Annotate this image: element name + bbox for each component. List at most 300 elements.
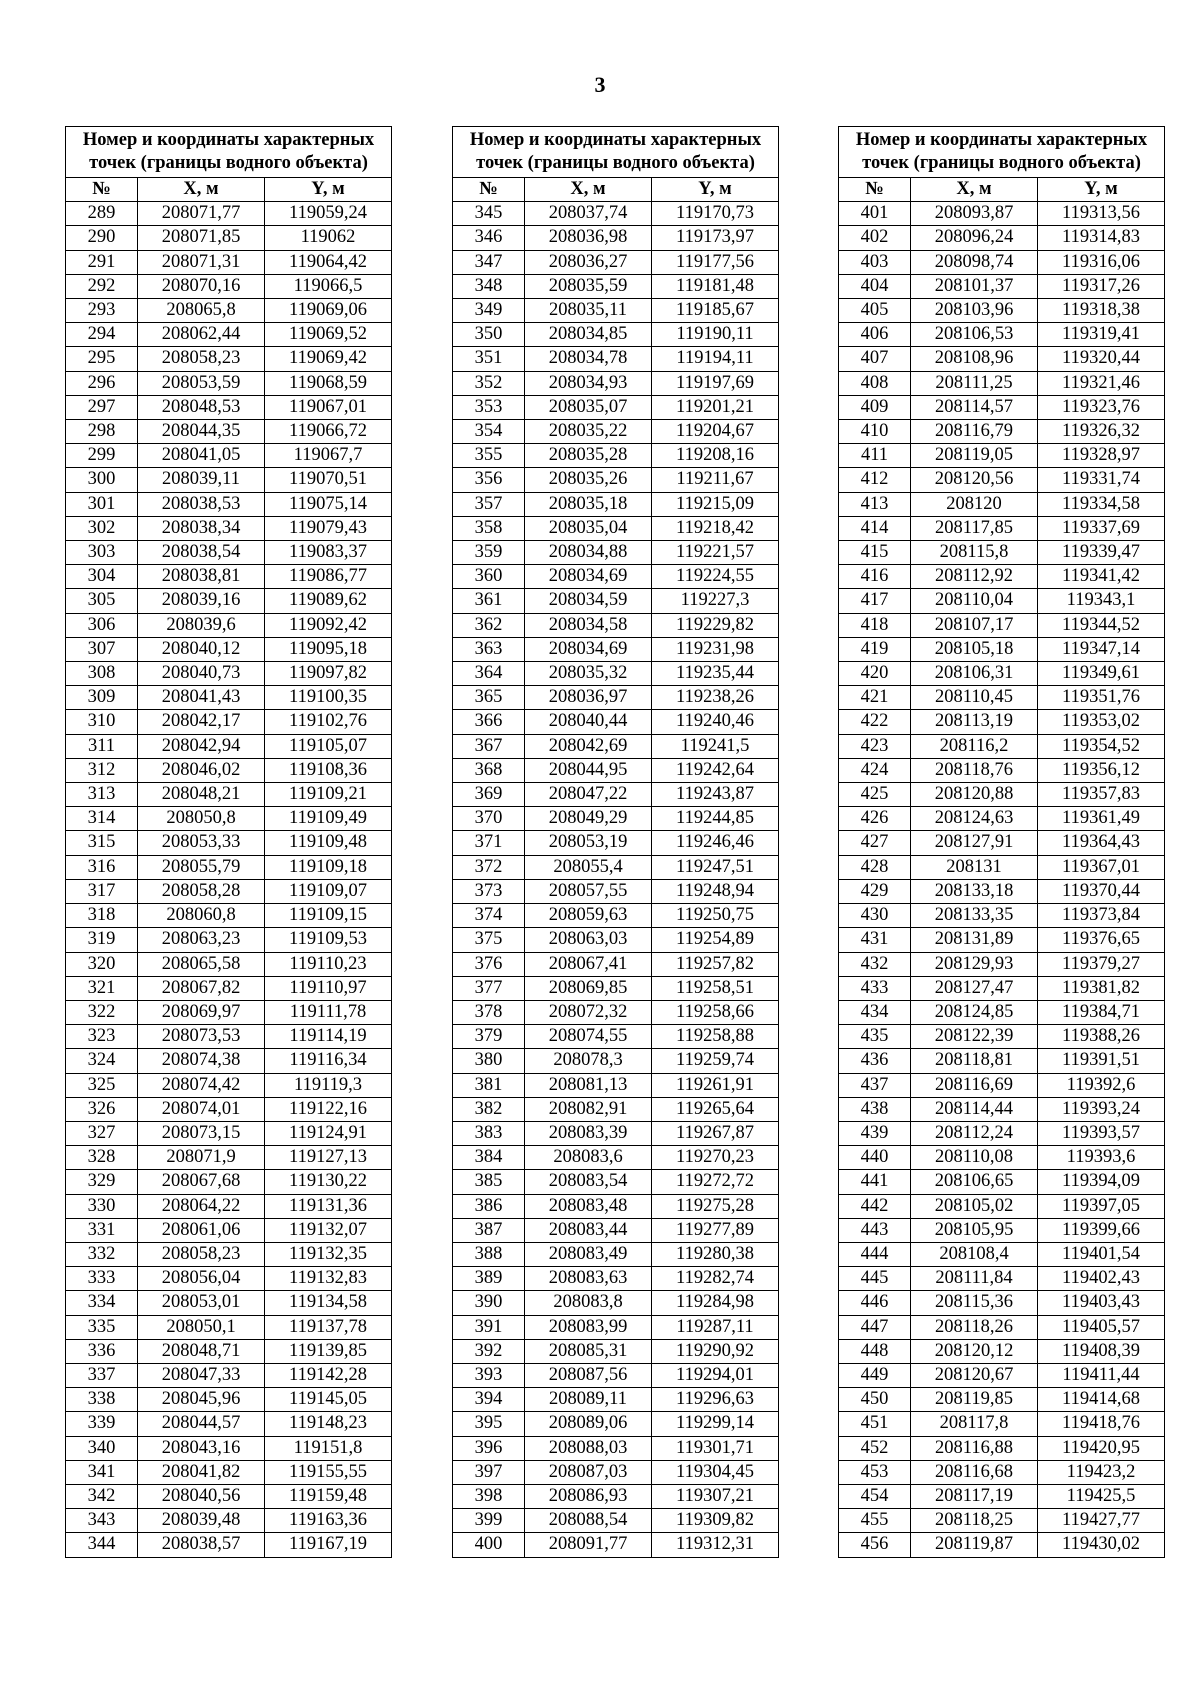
point-number: 294 bbox=[66, 323, 138, 347]
point-number: 361 bbox=[453, 589, 525, 613]
y-coordinate: 119155,55 bbox=[265, 1460, 392, 1484]
point-number: 358 bbox=[453, 516, 525, 540]
point-number: 299 bbox=[66, 444, 138, 468]
table-row bbox=[453, 1121, 779, 1145]
point-number: 443 bbox=[839, 1218, 911, 1242]
point-number: 406 bbox=[839, 323, 911, 347]
point-number: 298 bbox=[66, 420, 138, 444]
x-coordinate: 208069,97 bbox=[138, 1000, 265, 1024]
y-coordinate: 119246,46 bbox=[652, 831, 779, 855]
point-number: 378 bbox=[453, 1000, 525, 1024]
y-coordinate: 119394,09 bbox=[1038, 1170, 1165, 1194]
table-row bbox=[839, 420, 1165, 444]
table-row bbox=[839, 274, 1165, 298]
table-row bbox=[453, 468, 779, 492]
point-number: 420 bbox=[839, 662, 911, 686]
table-row bbox=[66, 1291, 392, 1315]
table-row bbox=[453, 1218, 779, 1242]
x-coordinate: 208063,03 bbox=[525, 928, 652, 952]
table-row bbox=[839, 1509, 1165, 1533]
y-coordinate: 119148,23 bbox=[265, 1412, 392, 1436]
y-coordinate: 119384,71 bbox=[1038, 1000, 1165, 1024]
table-row bbox=[66, 686, 392, 710]
table-row bbox=[839, 1388, 1165, 1412]
x-coordinate: 208035,18 bbox=[525, 492, 652, 516]
x-coordinate: 208035,32 bbox=[525, 662, 652, 686]
x-coordinate: 208035,11 bbox=[525, 299, 652, 323]
point-number: 289 bbox=[66, 202, 138, 226]
y-coordinate: 119284,98 bbox=[652, 1291, 779, 1315]
table-row bbox=[66, 783, 392, 807]
y-coordinate: 119290,92 bbox=[652, 1339, 779, 1363]
table-body bbox=[839, 202, 1165, 1557]
point-number: 377 bbox=[453, 976, 525, 1000]
y-coordinate: 119092,42 bbox=[265, 613, 392, 637]
x-coordinate: 208119,85 bbox=[911, 1388, 1038, 1412]
y-coordinate: 119401,54 bbox=[1038, 1242, 1165, 1266]
table-row bbox=[453, 1025, 779, 1049]
y-coordinate: 119408,39 bbox=[1038, 1339, 1165, 1363]
x-coordinate: 208106,53 bbox=[911, 323, 1038, 347]
y-coordinate: 119218,42 bbox=[652, 516, 779, 540]
table-caption: Номер и координаты характерных точек (границы водного объекта) bbox=[839, 127, 1165, 178]
table-row bbox=[839, 1146, 1165, 1170]
point-number: 424 bbox=[839, 758, 911, 782]
y-coordinate: 119059,24 bbox=[265, 202, 392, 226]
point-number: 309 bbox=[66, 686, 138, 710]
table-row bbox=[839, 1097, 1165, 1121]
y-coordinate: 119405,57 bbox=[1038, 1315, 1165, 1339]
point-number: 384 bbox=[453, 1146, 525, 1170]
y-coordinate: 119364,43 bbox=[1038, 831, 1165, 855]
table-row bbox=[839, 516, 1165, 540]
y-coordinate: 119393,24 bbox=[1038, 1097, 1165, 1121]
point-number: 308 bbox=[66, 662, 138, 686]
y-coordinate: 119287,11 bbox=[652, 1315, 779, 1339]
point-number: 312 bbox=[66, 758, 138, 782]
point-number: 400 bbox=[453, 1533, 525, 1557]
x-coordinate: 208065,58 bbox=[138, 952, 265, 976]
table-row bbox=[839, 1460, 1165, 1484]
x-coordinate: 208074,55 bbox=[525, 1025, 652, 1049]
x-coordinate: 208105,18 bbox=[911, 637, 1038, 661]
x-coordinate: 208073,53 bbox=[138, 1025, 265, 1049]
y-coordinate: 119259,74 bbox=[652, 1049, 779, 1073]
x-coordinate: 208036,27 bbox=[525, 250, 652, 274]
x-coordinate: 208083,39 bbox=[525, 1121, 652, 1145]
y-coordinate: 119317,26 bbox=[1038, 274, 1165, 298]
y-coordinate: 119373,84 bbox=[1038, 904, 1165, 928]
point-number: 416 bbox=[839, 565, 911, 589]
point-number: 345 bbox=[453, 202, 525, 226]
table-row bbox=[66, 758, 392, 782]
column-header-number: № bbox=[453, 178, 525, 202]
x-coordinate: 208118,25 bbox=[911, 1509, 1038, 1533]
x-coordinate: 208083,63 bbox=[525, 1267, 652, 1291]
x-coordinate: 208120,56 bbox=[911, 468, 1038, 492]
x-coordinate: 208127,47 bbox=[911, 976, 1038, 1000]
x-coordinate: 208047,33 bbox=[138, 1363, 265, 1387]
x-coordinate: 208038,53 bbox=[138, 492, 265, 516]
y-coordinate: 119427,77 bbox=[1038, 1509, 1165, 1533]
point-number: 362 bbox=[453, 613, 525, 637]
x-coordinate: 208042,94 bbox=[138, 734, 265, 758]
x-coordinate: 208038,34 bbox=[138, 516, 265, 540]
x-coordinate: 208107,17 bbox=[911, 613, 1038, 637]
x-coordinate: 208093,87 bbox=[911, 202, 1038, 226]
y-coordinate: 119177,56 bbox=[652, 250, 779, 274]
point-number: 405 bbox=[839, 299, 911, 323]
y-coordinate: 119344,52 bbox=[1038, 613, 1165, 637]
x-coordinate: 208088,54 bbox=[525, 1509, 652, 1533]
point-number: 293 bbox=[66, 299, 138, 323]
table-row bbox=[453, 1460, 779, 1484]
y-coordinate: 119105,07 bbox=[265, 734, 392, 758]
y-coordinate: 119229,82 bbox=[652, 613, 779, 637]
table-row bbox=[839, 1339, 1165, 1363]
x-coordinate: 208071,85 bbox=[138, 226, 265, 250]
point-number: 328 bbox=[66, 1146, 138, 1170]
table-row bbox=[453, 1267, 779, 1291]
y-coordinate: 119068,59 bbox=[265, 371, 392, 395]
point-number: 442 bbox=[839, 1194, 911, 1218]
table-row bbox=[839, 1267, 1165, 1291]
x-coordinate: 208065,8 bbox=[138, 299, 265, 323]
table-row bbox=[66, 976, 392, 1000]
x-coordinate: 208044,35 bbox=[138, 420, 265, 444]
x-coordinate: 208114,44 bbox=[911, 1097, 1038, 1121]
table-row bbox=[453, 734, 779, 758]
y-coordinate: 119376,65 bbox=[1038, 928, 1165, 952]
x-coordinate: 208087,56 bbox=[525, 1363, 652, 1387]
point-number: 447 bbox=[839, 1315, 911, 1339]
table-caption: Номер и координаты характерных точек (границы водного объекта) bbox=[66, 127, 392, 178]
point-number: 334 bbox=[66, 1291, 138, 1315]
point-number: 350 bbox=[453, 323, 525, 347]
x-coordinate: 208039,48 bbox=[138, 1509, 265, 1533]
column-header-x: X, м bbox=[525, 178, 652, 202]
table-row bbox=[66, 662, 392, 686]
table-row bbox=[839, 1121, 1165, 1145]
table-row bbox=[839, 879, 1165, 903]
table-row bbox=[453, 1097, 779, 1121]
y-coordinate: 119201,21 bbox=[652, 395, 779, 419]
point-number: 456 bbox=[839, 1533, 911, 1557]
point-number: 366 bbox=[453, 710, 525, 734]
point-number: 301 bbox=[66, 492, 138, 516]
table-row bbox=[453, 855, 779, 879]
table-row bbox=[453, 1412, 779, 1436]
x-coordinate: 208082,91 bbox=[525, 1097, 652, 1121]
point-number: 307 bbox=[66, 637, 138, 661]
point-number: 427 bbox=[839, 831, 911, 855]
table-row bbox=[839, 1412, 1165, 1436]
point-number: 433 bbox=[839, 976, 911, 1000]
y-coordinate: 119127,13 bbox=[265, 1146, 392, 1170]
x-coordinate: 208120,67 bbox=[911, 1363, 1038, 1387]
point-number: 407 bbox=[839, 347, 911, 371]
y-coordinate: 119109,49 bbox=[265, 807, 392, 831]
table-row bbox=[453, 395, 779, 419]
x-coordinate: 208117,85 bbox=[911, 516, 1038, 540]
y-coordinate: 119304,45 bbox=[652, 1460, 779, 1484]
point-number: 303 bbox=[66, 541, 138, 565]
x-coordinate: 208119,87 bbox=[911, 1533, 1038, 1557]
table-row bbox=[839, 371, 1165, 395]
table-row bbox=[453, 807, 779, 831]
x-coordinate: 208046,02 bbox=[138, 758, 265, 782]
y-coordinate: 119241,5 bbox=[652, 734, 779, 758]
table-row bbox=[453, 637, 779, 661]
x-coordinate: 208035,07 bbox=[525, 395, 652, 419]
table-row bbox=[839, 758, 1165, 782]
table-row bbox=[66, 904, 392, 928]
y-coordinate: 119397,05 bbox=[1038, 1194, 1165, 1218]
x-coordinate: 208050,8 bbox=[138, 807, 265, 831]
y-coordinate: 119309,82 bbox=[652, 1509, 779, 1533]
table-row bbox=[453, 613, 779, 637]
y-coordinate: 119244,85 bbox=[652, 807, 779, 831]
table-row bbox=[453, 783, 779, 807]
y-coordinate: 119282,74 bbox=[652, 1267, 779, 1291]
y-coordinate: 119277,89 bbox=[652, 1218, 779, 1242]
table-row bbox=[839, 928, 1165, 952]
x-coordinate: 208037,74 bbox=[525, 202, 652, 226]
table-row bbox=[66, 1533, 392, 1557]
x-coordinate: 208117,8 bbox=[911, 1412, 1038, 1436]
table-row bbox=[839, 734, 1165, 758]
table-row bbox=[839, 347, 1165, 371]
point-number: 401 bbox=[839, 202, 911, 226]
table-row bbox=[453, 662, 779, 686]
table-row bbox=[839, 662, 1165, 686]
x-coordinate: 208060,8 bbox=[138, 904, 265, 928]
y-coordinate: 119109,21 bbox=[265, 783, 392, 807]
table-row bbox=[453, 226, 779, 250]
point-number: 446 bbox=[839, 1291, 911, 1315]
table-row bbox=[66, 1388, 392, 1412]
x-coordinate: 208091,77 bbox=[525, 1533, 652, 1557]
y-coordinate: 119247,51 bbox=[652, 855, 779, 879]
y-coordinate: 119167,19 bbox=[265, 1533, 392, 1557]
y-coordinate: 119392,6 bbox=[1038, 1073, 1165, 1097]
y-coordinate: 119261,91 bbox=[652, 1073, 779, 1097]
y-coordinate: 119139,85 bbox=[265, 1339, 392, 1363]
y-coordinate: 119388,26 bbox=[1038, 1025, 1165, 1049]
x-coordinate: 208110,04 bbox=[911, 589, 1038, 613]
table-row bbox=[839, 904, 1165, 928]
x-coordinate: 208042,69 bbox=[525, 734, 652, 758]
point-number: 437 bbox=[839, 1073, 911, 1097]
point-number: 371 bbox=[453, 831, 525, 855]
table-row bbox=[66, 1267, 392, 1291]
point-number: 425 bbox=[839, 783, 911, 807]
y-coordinate: 119399,66 bbox=[1038, 1218, 1165, 1242]
x-coordinate: 208064,22 bbox=[138, 1194, 265, 1218]
table-row bbox=[66, 347, 392, 371]
y-coordinate: 119142,28 bbox=[265, 1363, 392, 1387]
table-row bbox=[66, 807, 392, 831]
y-coordinate: 119111,78 bbox=[265, 1000, 392, 1024]
table-row bbox=[453, 420, 779, 444]
y-coordinate: 119109,15 bbox=[265, 904, 392, 928]
point-number: 392 bbox=[453, 1339, 525, 1363]
table-row bbox=[453, 516, 779, 540]
x-coordinate: 208111,25 bbox=[911, 371, 1038, 395]
y-coordinate: 119215,09 bbox=[652, 492, 779, 516]
point-number: 352 bbox=[453, 371, 525, 395]
point-number: 386 bbox=[453, 1194, 525, 1218]
y-coordinate: 119242,64 bbox=[652, 758, 779, 782]
point-number: 291 bbox=[66, 250, 138, 274]
table-row bbox=[839, 952, 1165, 976]
table-row bbox=[66, 879, 392, 903]
x-coordinate: 208124,85 bbox=[911, 1000, 1038, 1024]
x-coordinate: 208067,82 bbox=[138, 976, 265, 1000]
table-row bbox=[66, 928, 392, 952]
y-coordinate: 119314,83 bbox=[1038, 226, 1165, 250]
x-coordinate: 208057,55 bbox=[525, 879, 652, 903]
point-number: 387 bbox=[453, 1218, 525, 1242]
point-number: 390 bbox=[453, 1291, 525, 1315]
point-number: 399 bbox=[453, 1509, 525, 1533]
x-coordinate: 208083,8 bbox=[525, 1291, 652, 1315]
x-coordinate: 208089,11 bbox=[525, 1388, 652, 1412]
point-number: 411 bbox=[839, 444, 911, 468]
point-number: 374 bbox=[453, 904, 525, 928]
x-coordinate: 208074,38 bbox=[138, 1049, 265, 1073]
x-coordinate: 208070,16 bbox=[138, 274, 265, 298]
point-number: 348 bbox=[453, 274, 525, 298]
y-coordinate: 119323,76 bbox=[1038, 395, 1165, 419]
point-number: 394 bbox=[453, 1388, 525, 1412]
x-coordinate: 208045,96 bbox=[138, 1388, 265, 1412]
y-coordinate: 119272,72 bbox=[652, 1170, 779, 1194]
point-number: 389 bbox=[453, 1267, 525, 1291]
x-coordinate: 208114,57 bbox=[911, 395, 1038, 419]
y-coordinate: 119204,67 bbox=[652, 420, 779, 444]
table-row bbox=[453, 1339, 779, 1363]
x-coordinate: 208053,33 bbox=[138, 831, 265, 855]
point-number: 372 bbox=[453, 855, 525, 879]
y-coordinate: 119402,43 bbox=[1038, 1267, 1165, 1291]
x-coordinate: 208044,57 bbox=[138, 1412, 265, 1436]
x-coordinate: 208081,13 bbox=[525, 1073, 652, 1097]
table-row bbox=[66, 274, 392, 298]
point-number: 370 bbox=[453, 807, 525, 831]
y-coordinate: 119163,36 bbox=[265, 1509, 392, 1533]
x-coordinate: 208116,88 bbox=[911, 1436, 1038, 1460]
point-number: 353 bbox=[453, 395, 525, 419]
y-coordinate: 119066,72 bbox=[265, 420, 392, 444]
table-caption: Номер и координаты характерных точек (границы водного объекта) bbox=[453, 127, 779, 178]
table-row bbox=[66, 1412, 392, 1436]
y-coordinate: 119159,48 bbox=[265, 1484, 392, 1508]
point-number: 359 bbox=[453, 541, 525, 565]
table-row bbox=[839, 686, 1165, 710]
x-coordinate: 208041,43 bbox=[138, 686, 265, 710]
x-coordinate: 208038,81 bbox=[138, 565, 265, 589]
table-row bbox=[453, 492, 779, 516]
table-row bbox=[66, 299, 392, 323]
table-row bbox=[839, 492, 1165, 516]
y-coordinate: 119070,51 bbox=[265, 468, 392, 492]
table-row bbox=[453, 686, 779, 710]
table-row bbox=[839, 541, 1165, 565]
x-coordinate: 208071,31 bbox=[138, 250, 265, 274]
point-number: 311 bbox=[66, 734, 138, 758]
column-header-y: Y, м bbox=[1038, 178, 1165, 202]
point-number: 410 bbox=[839, 420, 911, 444]
y-coordinate: 119197,69 bbox=[652, 371, 779, 395]
point-number: 341 bbox=[66, 1460, 138, 1484]
y-coordinate: 119110,23 bbox=[265, 952, 392, 976]
y-coordinate: 119151,8 bbox=[265, 1436, 392, 1460]
column-header-number: № bbox=[66, 178, 138, 202]
x-coordinate: 208089,06 bbox=[525, 1412, 652, 1436]
point-number: 385 bbox=[453, 1170, 525, 1194]
point-number: 373 bbox=[453, 879, 525, 903]
table-row bbox=[66, 323, 392, 347]
table-row bbox=[66, 1315, 392, 1339]
point-number: 344 bbox=[66, 1533, 138, 1557]
y-coordinate: 119267,87 bbox=[652, 1121, 779, 1145]
point-number: 428 bbox=[839, 855, 911, 879]
table-row bbox=[453, 444, 779, 468]
table-row bbox=[839, 831, 1165, 855]
table-row bbox=[66, 1436, 392, 1460]
point-number: 414 bbox=[839, 516, 911, 540]
table-row bbox=[66, 1121, 392, 1145]
point-number: 444 bbox=[839, 1242, 911, 1266]
x-coordinate: 208083,6 bbox=[525, 1146, 652, 1170]
point-number: 438 bbox=[839, 1097, 911, 1121]
table-row bbox=[839, 589, 1165, 613]
table-row bbox=[839, 710, 1165, 734]
point-number: 329 bbox=[66, 1170, 138, 1194]
y-coordinate: 119069,42 bbox=[265, 347, 392, 371]
x-coordinate: 208034,78 bbox=[525, 347, 652, 371]
y-coordinate: 119083,37 bbox=[265, 541, 392, 565]
point-number: 304 bbox=[66, 565, 138, 589]
x-coordinate: 208041,82 bbox=[138, 1460, 265, 1484]
x-coordinate: 208086,93 bbox=[525, 1484, 652, 1508]
y-coordinate: 119240,46 bbox=[652, 710, 779, 734]
table-row bbox=[453, 202, 779, 226]
y-coordinate: 119296,63 bbox=[652, 1388, 779, 1412]
y-coordinate: 119391,51 bbox=[1038, 1049, 1165, 1073]
x-coordinate: 208115,36 bbox=[911, 1291, 1038, 1315]
coordinates-table-3 bbox=[838, 126, 1165, 1558]
point-number: 365 bbox=[453, 686, 525, 710]
x-coordinate: 208038,54 bbox=[138, 541, 265, 565]
table-row bbox=[453, 1533, 779, 1557]
point-number: 340 bbox=[66, 1436, 138, 1460]
x-coordinate: 208034,59 bbox=[525, 589, 652, 613]
x-coordinate: 208096,24 bbox=[911, 226, 1038, 250]
table-row bbox=[839, 1194, 1165, 1218]
table-row bbox=[839, 807, 1165, 831]
point-number: 436 bbox=[839, 1049, 911, 1073]
x-coordinate: 208048,53 bbox=[138, 395, 265, 419]
point-number: 310 bbox=[66, 710, 138, 734]
x-coordinate: 208040,44 bbox=[525, 710, 652, 734]
x-coordinate: 208113,19 bbox=[911, 710, 1038, 734]
x-coordinate: 208034,58 bbox=[525, 613, 652, 637]
y-coordinate: 119086,77 bbox=[265, 565, 392, 589]
point-number: 451 bbox=[839, 1412, 911, 1436]
y-coordinate: 119102,76 bbox=[265, 710, 392, 734]
